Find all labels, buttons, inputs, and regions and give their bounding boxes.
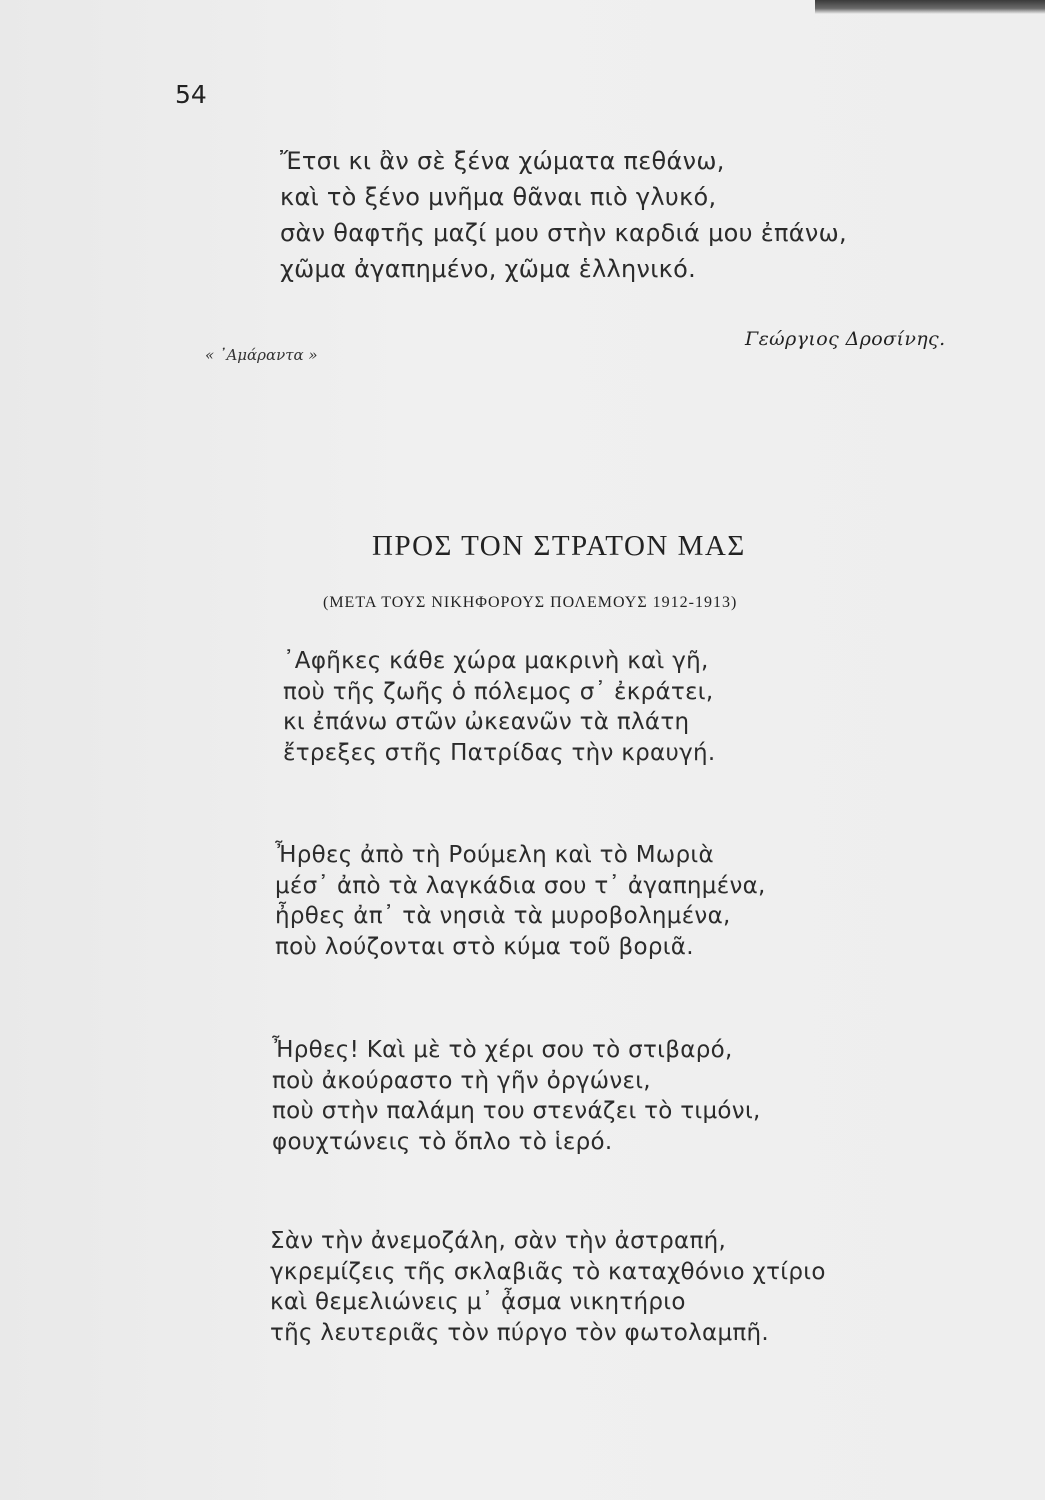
scan-shadow-corner — [815, 0, 1045, 14]
stanza-two — [275, 840, 766, 962]
verse-line: σὰν θαφτῆς μαζί μου στὴν καρδιά μου ἐπάνω, — [280, 219, 847, 247]
verse-line: καὶ τὸ ξένο μνῆμα θᾶναι πιὸ γλυκό, — [280, 183, 717, 211]
verse-line: χῶμα ἀγαπημένο, χῶμα ἑλληνικό. — [280, 255, 697, 283]
verse-line: ᾿Αφῆκες κάθε χώρα μακρινὴ καὶ γῆ, — [283, 648, 709, 674]
verse-line: Ἦρθες! Καὶ μὲ τὸ χέρι σου τὸ στιβαρό, — [272, 1037, 733, 1063]
verse-line: τῆς λευτεριᾶς τὸν πύργο τὸν φωτολαμπῆ. — [270, 1319, 770, 1346]
author-signature: Γεώργιος Δροσίνης. — [745, 328, 946, 350]
verse-line: γκρεμίζεις τῆς σκλαβιᾶς τὸ καταχθόνιο χτίριο — [270, 1258, 826, 1285]
verse-line: καὶ θεμελιώνεις μ᾿ ᾆσμα νικητήριο — [270, 1289, 686, 1315]
verse-line: ἦρθες ἀπ᾿ τὰ νησιὰ τὰ μυροβολημένα, — [275, 903, 731, 929]
stanza-one — [283, 646, 716, 768]
verse-line: ἔτρεξες στῆς Πατρίδας τὴν κραυγή. — [283, 739, 716, 766]
verse-line: ποὺ ἀκούραστο τὴ γῆν ὀργώνει, — [272, 1067, 651, 1094]
verse-line: Ἦρθες ἀπὸ τὴ Ρούμελη καὶ τὸ Μωριὰ — [275, 842, 714, 868]
verse-line: μέσ᾿ ἀπὸ τὰ λαγκάδια σου τ᾿ ἀγαπημένα, — [275, 872, 766, 899]
poem-title: ΠΡΟΣ ΤΟΝ ΣΤΡΑΤΟΝ ΜΑΣ — [372, 530, 746, 562]
verse-line: Σὰν τὴν ἀνεμοζάλη, σὰν τὴν ἀστραπή, — [270, 1228, 727, 1254]
verse-line: φουχτώνεις τὸ ὅπλο τὸ ἱερό. — [272, 1128, 613, 1155]
stanza-four — [270, 1226, 826, 1348]
stanza-three — [272, 1035, 761, 1157]
source-citation: « ᾿Αμάραντα » — [205, 346, 318, 364]
verse-line: ποὺ τῆς ζωῆς ὁ πόλεμος σ᾿ ἐκράτει, — [283, 678, 714, 705]
verse-line: Ἔτσι κι ἂν σὲ ξένα χώματα πεθάνω, — [280, 147, 725, 175]
verse-line: κι ἐπάνω στῶν ὠκεανῶν τὰ πλάτη — [283, 709, 690, 735]
verse-line: ποὺ λούζονται στὸ κύμα τοῦ βοριᾶ. — [275, 933, 694, 960]
page-number: 54 — [175, 80, 207, 109]
closing-stanza — [280, 143, 847, 287]
poem-subtitle: (ΜΕΤΑ ΤΟΥΣ ΝΙΚΗΦΟΡΟΥΣ ΠΟΛΕΜΟΥΣ 1912-1913) — [323, 594, 738, 611]
verse-line: ποὺ στὴν παλάμη του στενάζει τὸ τιμόνι, — [272, 1098, 761, 1124]
